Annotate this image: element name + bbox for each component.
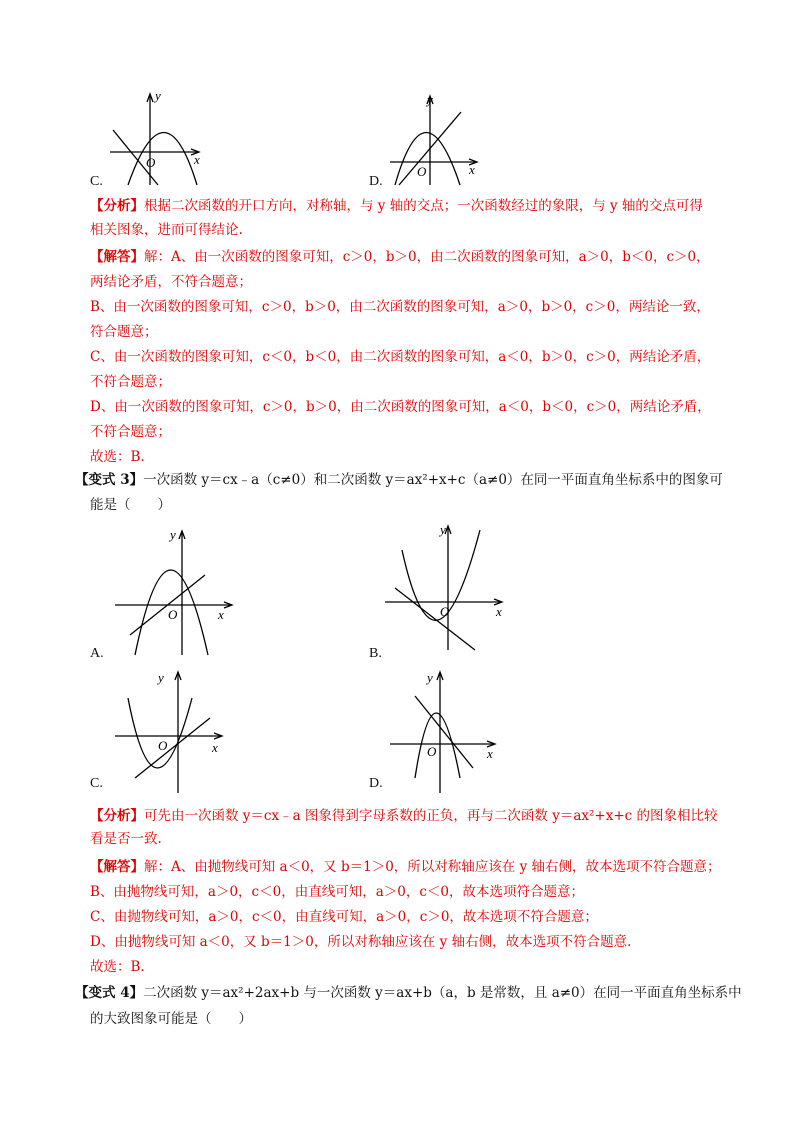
solution1-line3: B、由一次函数的图象可知，c＞0，b＞0，由二次函数的图象可知，a＞0，b＞0，c＞0，两结论一致， [90, 299, 710, 315]
svg-text:O: O [146, 155, 156, 170]
solution1-line8: 不符合题意； [90, 424, 171, 440]
option-b-mid: B. [369, 646, 382, 661]
solution2-line2: B、由抛物线可知，a＞0，c＜0，由直线可知，a＞0，c＜0，故本选项符合题意； [90, 884, 584, 900]
option-a-mid: A. [90, 646, 104, 661]
analysis2-line2: 看是否一致. [90, 831, 162, 847]
svg-text:O: O [417, 164, 427, 179]
graph-v3-c [110, 668, 240, 798]
svg-text:y: y [158, 670, 164, 685]
svg-text:O: O [427, 744, 437, 759]
svg-text:y: y [155, 88, 161, 103]
option-c-mid: C. [90, 776, 103, 791]
svg-text:x: x [212, 740, 218, 755]
solution1-line7: D、由一次函数的图象可知，c＞0，b＞0，由二次函数的图象可知，a＜0，b＜0，c＞0，两结论矛盾， [90, 399, 711, 415]
svg-text:x: x [218, 607, 224, 622]
analysis1-tag: 【分析】 [90, 198, 144, 214]
svg-text:y: y [170, 527, 176, 542]
svg-text:x: x [496, 604, 502, 619]
variant3-tag: 【变式 3】 [75, 472, 144, 488]
solution2-line3: C、由抛物线可知，a＞0，c＜0，由直线可知，a＞0，c＞0，故本选项不符合题意； [90, 909, 598, 925]
svg-text:O: O [440, 604, 450, 619]
svg-text:x: x [487, 746, 493, 761]
graph-v3-a [110, 525, 240, 660]
option-d-mid: D. [369, 776, 383, 791]
graph-v3-b [380, 520, 510, 655]
variant3-line1: 【变式 3】一次函数 y＝cx﹣a（c≠0）和二次函数 y＝ax²+x+c（a≠0）在同一平面直角坐标系中的图象可 [75, 472, 723, 488]
solution2-tag: 【解答】 [90, 859, 144, 875]
svg-text:y: y [440, 522, 446, 537]
variant4-line2: 的大致图象可能是（ ） [90, 1011, 252, 1027]
variant4-tag: 【变式 4】 [75, 985, 144, 1001]
svg-text:y: y [427, 670, 433, 685]
svg-text:y: y [427, 92, 433, 107]
svg-text:x: x [194, 152, 200, 167]
analysis1-line2: 相关图象，进而可得结论. [90, 222, 243, 238]
solution1-line9: 故选：B. [90, 449, 145, 465]
solution2-line4: D、由抛物线可知 a＜0，又 b＝1＞0，所以对称轴应该在 y 轴右侧，故本选项不符合题意. [90, 934, 632, 950]
option-d-top: D. [369, 174, 383, 189]
graph-v3-d [385, 668, 505, 798]
graph-top-c [105, 90, 215, 190]
solution1-line1: 【解答】解：A、由一次函数的图象可知，c＞0，b＞0，由二次函数的图象可知，a＞0，b＜0，c＞0， [90, 249, 710, 265]
svg-text:x: x [469, 162, 475, 177]
solution1-line6: 不符合题意； [90, 374, 171, 390]
option-c-top: C. [90, 174, 103, 189]
solution2-line5: 故选：B. [90, 959, 145, 975]
solution2-line1: 【解答】解：A、由抛物线可知 a＜0，又 b＝1＞0，所以对称轴应该在 y 轴右侧，故本选项不符合题意； [90, 859, 721, 875]
variant4-line1: 【变式 4】二次函数 y＝ax²+2ax+b 与一次函数 y＝ax+b（a，b 是常数，且 a≠0）在同一平面直角坐标系中 [75, 985, 742, 1001]
analysis1-line1: 【分析】根据二次函数的开口方向，对称轴，与 y 轴的交点；一次函数经过的象限，与 y 轴的交点可得 [90, 198, 703, 214]
svg-text:O: O [158, 738, 168, 753]
analysis2-line1: 【分析】可先由一次函数 y＝cx﹣a 图象得到字母系数的正负，再与二次函数 y＝ax²+x+c 的图象相比较 [90, 808, 718, 824]
solution1-tag: 【解答】 [90, 249, 144, 265]
variant3-line2: 能是（ ） [90, 497, 171, 513]
solution1-line2: 两结论矛盾，不符合题意； [90, 274, 252, 290]
graph-top-d [385, 90, 495, 190]
solution1-line4: 符合题意； [90, 324, 158, 340]
svg-text:O: O [168, 607, 178, 622]
analysis2-tag: 【分析】 [90, 808, 144, 824]
solution1-line5: C、由一次函数的图象可知，c＜0，b＜0，由二次函数的图象可知，a＜0，b＞0，c＞0，两结论矛盾， [90, 349, 711, 365]
